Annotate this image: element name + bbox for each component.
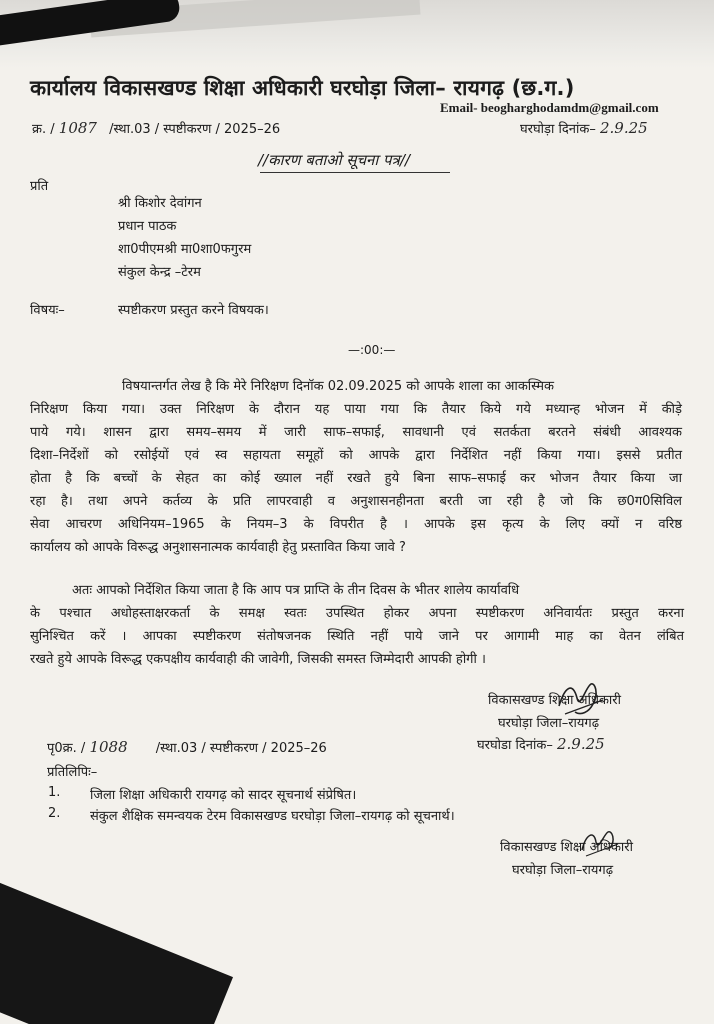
title-underline (260, 172, 450, 173)
signature2-place: घरघोड़ा जिला–रायगढ़ (512, 863, 614, 878)
office-email: Email- beogharghodamdm@gmail.com (440, 100, 659, 115)
para1-line: विषयान्तर्गत लेख है कि मेरे निरिक्षण दिनॉक 02.09.2025 को आपके शाला का आकस्मिक (122, 379, 554, 394)
date-label: घरघोड़ा दिनांक– (520, 122, 596, 137)
copy-item-number: 2. (48, 806, 61, 821)
office-title: कार्यालय विकासखण्ड शिक्षा अधिकारी घरघोड़ा जिला– रायगढ़ (छ.ग.) (30, 76, 575, 100)
para1-line: पाये गये। शासन द्वारा समय–समय में जारी साफ–सफाई, सावधानी एवं सतर्कता बरतने संबंधी आवश्यक (30, 425, 682, 440)
notice-title: //कारण बताओ सूचना पत्र// (258, 151, 410, 169)
reference-line (32, 119, 280, 137)
subject-text: स्पष्टीकरण प्रस्तुत करने विषयक। (118, 303, 269, 318)
para1-line: रहा है। तथा अपने कर्तव्य के प्रति लापरवाही व अनुशासनहीनता बरती जा रही है जो कि छ0ग0सिविल (30, 494, 682, 509)
para2-line: अतः आपको निर्देशित किया जाता है कि आप पत्र प्राप्ति के तीन दिवस के भीतर शालेय कार्यावधि (72, 583, 520, 598)
endorsement-ref-prefix: पृ0क्र. / (47, 741, 86, 756)
signature2-designation: विकासखण्ड शिक्षा अधिकारी (500, 840, 633, 855)
recipient-school: शा0पीएमश्री मा0शा0फगुरम (118, 242, 252, 257)
ref-prefix: क्र. / (32, 122, 55, 137)
endorsement-date-line (477, 735, 605, 753)
para2-line: रखते हुये आपके विरूद्ध एकपक्षीय कार्यवाही की जावेगी, जिसकी समस्त जिम्मेदारी आपकी होगी । (30, 652, 486, 667)
para2-line: सुनिश्चित करें । आपका स्पष्टीकरण संतोषजनक स्थिति नहीं पाये जाने पर आगामी माह का वेतन लंबित (30, 629, 684, 644)
endorsement-ref-suffix: /स्था.03 / स्पष्टीकरण / 2025–26 (155, 741, 327, 756)
para1-line: कार्यालय को आपके विरूद्ध अनुशासनात्मक कार्यवाही हेतु प्रस्तावित किया जावे ? (30, 540, 406, 555)
endorsement-ref-line (47, 738, 327, 756)
ref-number-handwritten: 1087 (58, 119, 97, 137)
para1-line: दिशा–निर्देशों को रसोईयों एवं स्व सहायता समूहों को आपके द्वारा निर्देशित नहीं किया गया। इससे प्रतीत (30, 448, 682, 463)
separator: —:00:— (348, 343, 396, 357)
endorsement-number-handwritten: 1088 (89, 738, 128, 756)
date-handwritten: 2.9.25 (599, 119, 648, 137)
endorsement-date-handwritten: 2.9.25 (556, 735, 605, 753)
copy-item-text: जिला शिक्षा अधिकारी रायगढ़ को सादर सूचनार्थ संप्रेषित। (90, 788, 357, 803)
date-line (520, 119, 648, 137)
recipient-designation: प्रधान पाठक (118, 219, 177, 234)
para1-line: होता है कि बच्चों के सेहत का कोई ख्याल नहीं रखते हुये बिना साफ–सफाई कर भोजन तैयार किया जा (30, 471, 682, 486)
dark-corner-object (0, 880, 233, 1024)
recipient-cluster: संकुल केन्द्र –टेरम (118, 265, 201, 280)
copy-item-text: संकुल शैक्षिक समन्वयक टेरम विकासखण्ड घरघोड़ा जिला–रायगढ़ को सूचनार्थ। (90, 809, 455, 824)
para1-line: निरिक्षण किया गया। उक्त निरिक्षण के दौरान यह पाया गया कि तैयार किये गये मध्यान्ह भोजन में कीड़े (30, 402, 682, 417)
signature1-designation: विकासखण्ड शिक्षा अधिकारी (488, 693, 621, 708)
signature1-place: घरघोड़ा जिला–रायगढ़ (498, 716, 600, 731)
endorsement-date-label: घरघोडा दिनांक– (477, 738, 553, 753)
to-label: प्रति (30, 179, 49, 194)
ref-suffix: /स्था.03 / स्पष्टीकरण / 2025–26 (109, 122, 281, 137)
subject-label: विषयः– (30, 303, 65, 318)
recipient-name: श्री किशोर देवांगन (118, 196, 202, 211)
copy-item-number: 1. (48, 785, 61, 800)
copy-label: प्रतिलिपिः– (47, 765, 98, 780)
para2-line: के पश्चात अधोहस्ताक्षरकर्ता के समक्ष स्वतः उपस्थित होकर अपना स्पष्टीकरण अनिवार्यतः प्रस्तुत करना (30, 606, 684, 621)
para1-line: सेवा आचरण अधिनियम–1965 के नियम–3 के विपरीत है । आपके इस कृत्य के लिए क्यों न वरिष्ठ (30, 517, 682, 532)
